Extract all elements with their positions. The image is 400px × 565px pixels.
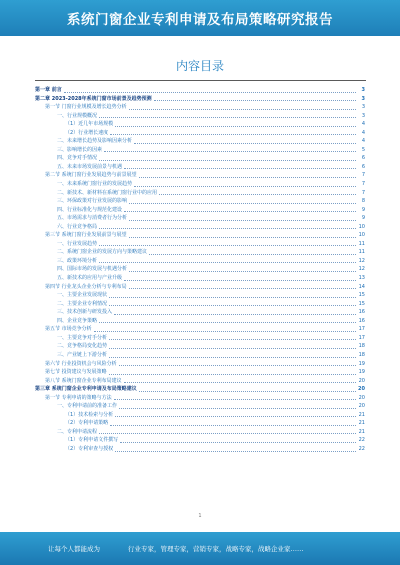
toc-dot-leader <box>129 108 356 110</box>
toc-entry[interactable] <box>35 428 365 437</box>
toc-entry[interactable] <box>35 351 365 360</box>
toc-entry[interactable] <box>35 154 365 163</box>
toc-dot-leader <box>109 296 356 298</box>
toc-entry-page: 11 <box>358 249 365 256</box>
toc-entry-label: 三、政策环境分析 <box>57 257 98 264</box>
toc-entry-label: 第二章 2023-2028年系统门窗市场前景及趋势预测 <box>35 95 152 102</box>
toc-entry-page: 19 <box>358 360 365 367</box>
toc-entry-page: 16 <box>358 317 365 324</box>
toc-entry-label: 第六节 行业投资机会与风险分析 <box>45 360 117 367</box>
toc-entry-label: 一、行业规模概况 <box>57 112 98 119</box>
toc-entry-page: 5 <box>361 146 365 153</box>
toc-entry[interactable] <box>35 419 365 428</box>
toc-entry-label: 第一节 门窗行业规模及增长趋势分析 <box>45 104 127 111</box>
toc-dot-leader <box>99 159 356 161</box>
toc-entry[interactable] <box>35 146 365 155</box>
toc-dot-leader <box>124 210 356 212</box>
footer-bar <box>0 532 400 565</box>
toc-dot-leader <box>94 330 356 332</box>
toc-entry[interactable] <box>35 274 365 283</box>
toc-entry[interactable] <box>35 283 365 292</box>
toc-entry[interactable] <box>35 300 365 309</box>
toc-dot-leader <box>115 125 356 127</box>
toc-entry-page: 15 <box>358 292 365 299</box>
toc-dot-leader <box>120 441 356 443</box>
toc-entry-page: 15 <box>358 300 365 307</box>
toc-entry[interactable] <box>35 325 365 334</box>
toc-dot-leader <box>129 287 356 289</box>
toc-entry-label: 第八节 系统门窗企业专利布局建议 <box>45 377 122 384</box>
toc-entry-label: 三、技术创新与研发投入 <box>57 309 113 316</box>
toc-dot-leader <box>109 356 356 358</box>
toc-entry[interactable] <box>35 180 365 189</box>
toc-entry[interactable] <box>35 334 365 343</box>
toc-entry[interactable] <box>35 257 365 266</box>
toc-entry-label: （1）专利申请文件撰写 <box>65 437 119 444</box>
toc-dot-leader <box>99 261 356 263</box>
toc-entry[interactable] <box>35 120 365 129</box>
toc-entry-page: 21 <box>358 411 365 418</box>
toc-entry[interactable] <box>35 189 365 198</box>
toc-dot-leader <box>139 176 356 178</box>
toc-entry-page: 18 <box>358 343 365 350</box>
toc-entry[interactable] <box>35 103 365 112</box>
toc-entry[interactable] <box>35 265 365 274</box>
toc-dot-leader <box>99 432 356 434</box>
toc-entry-label: 二、主要企业专利情况 <box>57 300 108 307</box>
toc-entry-page: 18 <box>358 351 365 358</box>
toc-entry-page: 7 <box>361 189 365 196</box>
toc-entry-label: 第一章 前言 <box>35 87 62 93</box>
toc-entry[interactable] <box>35 129 365 138</box>
toc-dot-leader <box>129 202 356 204</box>
toc-entry-label: 三、产业链上下游分析 <box>57 351 108 358</box>
toc-entry-page: 22 <box>358 437 365 444</box>
toc-entry-page: 13 <box>358 275 365 282</box>
toc-entry-page: 22 <box>358 445 365 452</box>
toc-entry-page: 19 <box>358 369 365 376</box>
toc-entry-label: （2）专利申请策略 <box>65 420 109 427</box>
toc-entry[interactable] <box>35 248 365 257</box>
toc-entry-page: 9 <box>361 206 365 213</box>
toc-entry[interactable] <box>35 214 365 223</box>
toc-dot-leader <box>115 415 356 417</box>
toc-dot-leader <box>99 116 356 118</box>
toc-entry-label: （1）近几年市场规模 <box>65 121 114 128</box>
toc-entry[interactable] <box>35 368 365 377</box>
toc-entry[interactable] <box>35 112 365 121</box>
toc-entry-label: 第二节 系统门窗行业发展趋势与前景展望 <box>45 172 137 179</box>
toc-entry[interactable] <box>35 317 365 326</box>
toc-dot-leader <box>134 142 356 144</box>
toc-entry[interactable] <box>35 411 365 420</box>
toc-entry[interactable] <box>35 360 365 369</box>
toc-entry-page: 14 <box>358 283 365 290</box>
toc-entry-label: 二、专利申请流程 <box>57 428 98 435</box>
toc-entry-page: 17 <box>358 326 365 333</box>
toc-entry-label: 一、主要竞争对手分析 <box>57 334 108 341</box>
toc-entry-label: 二、竞争格局变化趋势 <box>57 343 108 350</box>
toc-dot-leader <box>124 381 356 383</box>
toc-entry-label: 第一节 专利申请的策略与方法 <box>45 394 112 401</box>
toc-dot-leader <box>129 219 356 221</box>
toc-entry-label: 第七节 投资建议与发展策略 <box>45 369 107 376</box>
toc-entry-page: 12 <box>358 266 365 273</box>
toc-entry-label: 二、新技术、新材料在系统门窗行业中的应用 <box>57 189 158 196</box>
toc-dot-leader <box>99 244 356 246</box>
toc-entry-page: 21 <box>358 420 365 427</box>
toc-entry-page: 9 <box>361 215 365 222</box>
toc-entry[interactable] <box>35 206 365 215</box>
toc-entry-page: 20 <box>358 386 365 393</box>
toc-dot-leader <box>110 424 356 426</box>
toc-entry[interactable] <box>35 445 365 454</box>
toc-entry-label: 四、竞争对手情况 <box>57 155 98 162</box>
toc-entry-label: 六、行业竞争格局 <box>57 223 98 230</box>
toc-entry-page: 3 <box>361 95 365 102</box>
toc-entry[interactable] <box>35 95 365 104</box>
toc-entry-page: 8 <box>361 198 365 205</box>
toc-dot-leader <box>114 398 356 400</box>
toc-entry-page: 17 <box>358 334 365 341</box>
toc-entry-page: 4 <box>361 121 365 128</box>
toc-entry[interactable] <box>35 223 365 232</box>
toc-dot-leader <box>119 407 356 409</box>
toc-dot-leader <box>159 193 356 195</box>
toc-entry[interactable] <box>35 377 365 386</box>
toc-entry-page: 3 <box>361 112 365 119</box>
toc-dot-leader <box>109 304 356 306</box>
toc-entry-label: 第三章 系统门窗企业专利申请及布局策略建议 <box>35 386 137 393</box>
toc-entry-page: 7 <box>361 181 365 188</box>
toc-entry-label: 四、行业标准化与规范化建设 <box>57 206 123 213</box>
toc-dot-leader <box>139 390 356 392</box>
report-header-bar <box>0 0 400 36</box>
toc-entry[interactable] <box>35 385 365 394</box>
toc-entry[interactable] <box>35 436 365 445</box>
toc-entry-page: 20 <box>358 377 365 384</box>
toc-entry[interactable] <box>35 137 365 146</box>
toc-dot-leader <box>124 279 356 281</box>
toc-entry-label: 第四节 行业龙头企业分析与专利布局 <box>45 283 127 290</box>
toc-entry-label: 一、行业发展趋势 <box>57 240 98 247</box>
toc-entry-page: 20 <box>358 403 365 410</box>
toc-dot-leader <box>115 450 356 452</box>
toc-entry[interactable] <box>35 291 365 300</box>
toc-entry-label: （2）行业增长速度 <box>65 129 109 136</box>
toc-entry-page: 11 <box>358 240 365 247</box>
toc-divider <box>35 80 366 81</box>
toc-entry-page: 3 <box>361 87 365 93</box>
toc-entry-page: 6 <box>361 155 365 162</box>
toc-dot-leader <box>124 167 356 169</box>
toc-entry-page: 7 <box>361 172 365 179</box>
toc-entry[interactable] <box>35 240 365 249</box>
toc-entry-label: 第五节 市场竞争分析 <box>45 326 92 333</box>
toc-entry-page: 4 <box>361 129 365 136</box>
toc-entry[interactable] <box>35 163 365 172</box>
toc-entry-label: 五、未来市场发展前景与机遇 <box>57 163 123 170</box>
toc-entry[interactable] <box>35 394 365 403</box>
toc-entry[interactable] <box>35 86 365 95</box>
toc-entry-label: 一、未来系统门窗行业的发展趋势 <box>57 181 133 188</box>
toc-entry-label: 五、新技术的应用与产业升级 <box>57 275 123 282</box>
toc-entry-page: 4 <box>361 138 365 145</box>
report-title: 系统门窗企业专利申请及布局策略研究报告 <box>67 12 333 28</box>
toc-entry[interactable] <box>35 308 365 317</box>
toc-entry-page: 12 <box>358 257 365 264</box>
toc-entry-label: 三、环保政策对行业发展的影响 <box>57 198 128 205</box>
toc-dot-leader <box>154 99 356 101</box>
toc-dot-leader <box>119 364 356 366</box>
toc-entry-label: （2）专利审查与授权 <box>65 445 114 452</box>
toc-dot-leader <box>99 321 356 323</box>
table-of-contents <box>35 86 365 454</box>
toc-dot-leader <box>99 227 356 229</box>
toc-dot-leader <box>64 91 356 93</box>
toc-heading: 内容目录 <box>175 59 224 73</box>
toc-entry[interactable] <box>35 342 365 351</box>
toc-entry-page: 10 <box>358 223 365 230</box>
toc-entry-label: 第三节 系统门窗行业发展前景与展望 <box>45 232 127 239</box>
toc-dot-leader <box>129 270 356 272</box>
toc-entry[interactable] <box>35 231 365 240</box>
toc-entry-page: 16 <box>358 309 365 316</box>
page-number: 1 <box>198 513 202 519</box>
footer-slogan-left: 让每个人都能成为 <box>48 545 100 553</box>
toc-entry-label: 三、影响增长的因素 <box>57 146 103 153</box>
footer-slogan-right: 行业专家，管理专家，营销专家，战略专家，战略企业家…… <box>128 545 304 553</box>
toc-dot-leader <box>114 313 356 315</box>
toc-entry-page: 6 <box>361 163 365 170</box>
toc-dot-leader <box>109 373 356 375</box>
toc-entry-label: 一、专利申请前的准备工作 <box>57 403 118 410</box>
toc-entry-label: （1）技术检索与分析 <box>65 411 114 418</box>
toc-entry-page: 3 <box>361 104 365 111</box>
toc-entry[interactable] <box>35 171 365 180</box>
toc-entry-page: 10 <box>358 232 365 239</box>
toc-dot-leader <box>109 347 356 349</box>
toc-dot-leader <box>110 133 356 135</box>
toc-dot-leader <box>134 185 356 187</box>
toc-dot-leader <box>109 338 356 340</box>
toc-entry-label: 四、企业竞争策略 <box>57 317 98 324</box>
toc-entry-label: 四、国际市场的发展与机遇分析 <box>57 266 128 273</box>
toc-entry-label: 二、未来增长趋势及影响因素分析 <box>57 138 133 145</box>
toc-entry[interactable] <box>35 402 365 411</box>
toc-entry[interactable] <box>35 197 365 206</box>
toc-entry-label: 二、系统门窗企业的发展方向与策略建议 <box>57 249 148 256</box>
toc-entry-page: 21 <box>358 428 365 435</box>
toc-entry-label: 五、市场需求与消费者行为分析 <box>57 215 128 222</box>
toc-dot-leader <box>129 236 356 238</box>
toc-dot-leader <box>104 150 356 152</box>
toc-entry-label: 一、主要企业发展现状 <box>57 292 108 299</box>
toc-dot-leader <box>149 253 356 255</box>
toc-entry-page: 20 <box>358 394 365 401</box>
